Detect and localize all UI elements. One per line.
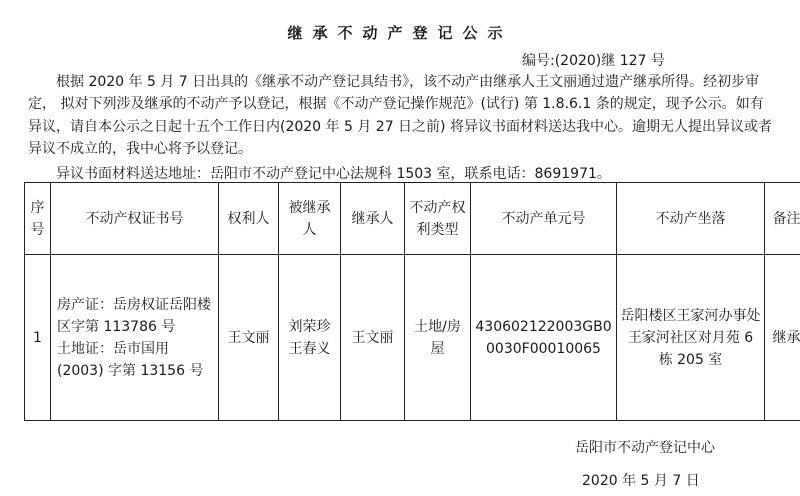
cert-land: 土地证：岳市国用(2003) 字第 13156 号 bbox=[57, 340, 204, 379]
cell-right-type: 土地/房屋 bbox=[405, 255, 471, 421]
cell-unit-number: 430602122003GB00030F00010065 bbox=[471, 255, 617, 421]
document-number: 编号:(2020)继 127 号 bbox=[522, 53, 665, 69]
footer-organization: 岳阳市不动产登记中心 bbox=[575, 440, 715, 456]
header-index: 序号 bbox=[25, 183, 51, 255]
header-location: 不动产坐落 bbox=[617, 183, 765, 255]
table-row bbox=[25, 255, 800, 421]
cell-heir: 王文丽 bbox=[341, 255, 405, 421]
cert-house: 房产证：岳房权证岳阳楼区字第 113786 号 bbox=[57, 296, 211, 335]
cell-decedent: 刘荣珍 王春义 bbox=[279, 255, 341, 421]
property-table bbox=[24, 182, 800, 421]
header-remark: 备注 bbox=[765, 183, 800, 255]
header-unit-number: 不动产单元号 bbox=[471, 183, 617, 255]
cell-index: 1 bbox=[25, 255, 51, 421]
header-right-type: 不动产权利类型 bbox=[405, 183, 471, 255]
header-decedent: 被继承人 bbox=[279, 183, 341, 255]
table-header-row bbox=[25, 183, 800, 255]
page-title: 继承不动产登记公示 bbox=[287, 24, 513, 42]
footer-date: 2020 年 5 月 7 日 bbox=[582, 473, 700, 489]
header-right-holder: 权利人 bbox=[219, 183, 279, 255]
cell-cert-number bbox=[51, 255, 219, 421]
header-cert-number: 不动产权证书号 bbox=[51, 183, 219, 255]
cell-remark: 继承 bbox=[765, 255, 800, 421]
objection-address: 异议书面材料送达地址：岳阳市不动产登记中心法规科 1503 室，联系电话：8691971。 bbox=[56, 166, 611, 182]
header-heir: 继承人 bbox=[341, 183, 405, 255]
cell-right-holder: 王文丽 bbox=[219, 255, 279, 421]
cell-location: 岳阳楼区王家河办事处王家河社区对月苑 6 栋 205 室 bbox=[617, 255, 765, 421]
notice-paragraph: 根据 2020 年 5 月 7 日出具的《继承不动产登记具结书》，该不动产由继承人王文丽通过遗产继承所得。经初步审定， 拟对下列涉及继承的不动产予以登记，根据《不动产登记操作规范》(试行) 第 1.8.6.1 条的规定，现予公示。如有异议，请自本公示之日起十五个工作日内(2020 年 5 月 27 日之前) 将异议书面材料送达我中心。逾期无人提出异议或者异议不成立的，我中心将予以登记。 bbox=[28, 74, 772, 158]
